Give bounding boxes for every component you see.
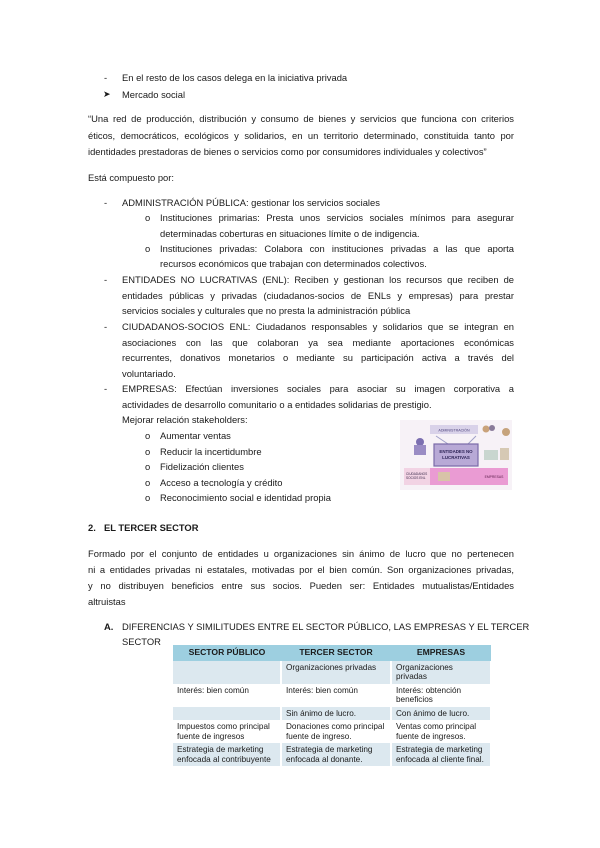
section-para-line: ni a entidades privadas ni estatales, motivadas por el bien común. Son organizaciones privadas,	[88, 564, 514, 575]
sub-line: recursos económicos que trabajan con determinados colectivos.	[160, 258, 427, 269]
component-line: EMPRESAS: Efectúan inversiones sociales para asociar su imagen corporativa a	[122, 383, 514, 394]
component-line: servicios sociales y culturales que no presta la administración pública	[122, 305, 411, 316]
social-market-diagram	[400, 420, 512, 490]
table-cell: Interés: bien común	[281, 684, 391, 707]
diagram-svg	[400, 420, 512, 490]
table-row	[173, 707, 491, 721]
comparison-table	[173, 645, 492, 766]
list-item: En el resto de los casos delega en la iniciativa privada	[122, 72, 348, 83]
section-number: 2.	[88, 522, 96, 533]
table-row	[173, 661, 491, 684]
table-header: SECTOR PÚBLICO	[173, 645, 281, 661]
table-cell: Organizaciones privadas	[391, 661, 491, 684]
table-cell: Estrategia de marketing enfocada al donante.	[281, 743, 391, 766]
circle-marker: o	[145, 477, 151, 488]
table-cell: Interés: bien común	[173, 684, 281, 707]
subsection-letter: A.	[104, 621, 114, 632]
table-cell: Con ánimo de lucro.	[391, 707, 491, 721]
component-title: ADMINISTRACIÓN PÚBLICA: gestionar los servicios sociales	[122, 197, 380, 208]
dash-marker: -	[104, 72, 108, 83]
quote-line: “Una red de producción, distribución y consumo de bienes y servicios que funciona con criterios	[88, 113, 514, 124]
quote-line: éticos, democráticos, ecológicos y solidarios, en un territorio determinado, constituida tanto por	[88, 130, 514, 141]
component-line: recurrentes, donativos monetarios o mediante su participación activa a través del	[122, 352, 514, 363]
table-cell: Estrategia de marketing enfocada al contribuyente	[173, 743, 281, 766]
section-title: EL TERCER SECTOR	[104, 522, 199, 533]
circle-marker: o	[145, 446, 151, 457]
table-cell: Impuestos como principal fuente de ingresos	[173, 720, 281, 743]
benefit-item: Fidelización clientes	[160, 461, 244, 472]
arrow-marker: ➤	[103, 89, 111, 99]
table-cell: Organizaciones privadas	[281, 661, 391, 684]
diagram-empresas-label: EMPRESAS	[484, 475, 504, 479]
diagram-ciudadanos-label-1: CIUDADANOS	[406, 472, 428, 476]
table-cell: Estrategia de marketing enfocada al cliente final.	[391, 743, 491, 766]
component-line: asociaciones con las que colaboran ya sea mediante aportaciones económicas	[122, 337, 514, 348]
dash-marker: -	[104, 197, 108, 208]
dash-marker: -	[104, 321, 108, 332]
circle-marker: o	[145, 461, 151, 472]
quote-line: identidades prestadoras de bienes o servicios como por consumidores individuales y colectivos”	[88, 146, 487, 157]
section-para-line: altruistas	[88, 596, 126, 607]
table-header-row	[173, 645, 491, 661]
circle-marker: o	[145, 430, 151, 441]
benefit-item: Aumentar ventas	[160, 430, 231, 441]
table-cell: Sin ánimo de lucro.	[281, 707, 391, 721]
sub-line: determinadas coberturas en situaciones límite o de indigencia.	[160, 228, 420, 239]
dash-marker: -	[104, 274, 108, 285]
table-row	[173, 684, 491, 707]
component-line: ENTIDADES NO LUCRATIVAS (ENL): Reciben y gestionan los recursos que reciben de	[122, 274, 514, 285]
list-item: Mercado social	[122, 89, 186, 100]
benefit-item: Acceso a tecnología y crédito	[160, 477, 283, 488]
table-cell: Ventas como principal fuente de ingresos.	[391, 720, 491, 743]
composed-intro: Está compuesto por:	[88, 172, 174, 183]
subsection-title: SECTOR	[122, 636, 161, 647]
component-line: entidades públicas y privadas (ciudadanos-socios de ENLs y empresas) para prestar	[122, 290, 514, 301]
circle-marker: o	[145, 492, 151, 503]
table-header: EMPRESAS	[391, 645, 491, 661]
sub-line: Instituciones privadas: Colabora con instituciones privadas a las que aporta	[160, 243, 514, 254]
stakeholders-label: Mejorar relación stakeholders:	[122, 414, 248, 425]
table-row	[173, 720, 491, 743]
diagram-enl-label-2: LUCRATIVAS	[442, 455, 470, 460]
component-line: CIUDADANOS-SOCIOS ENL: Ciudadanos responsables y solidarios que se integran en	[122, 321, 514, 332]
table-row	[173, 743, 491, 766]
benefit-item: Reconocimiento social e identidad propia	[160, 492, 331, 503]
table-header: TERCER SECTOR	[281, 645, 391, 661]
table-cell	[173, 707, 281, 721]
dash-marker: -	[104, 383, 108, 394]
table-cell: Interés: obtención beneficios	[391, 684, 491, 707]
circle-marker: o	[145, 212, 151, 223]
component-line: actividades de desarrollo comunitario o a entidades solidarias de prestigio.	[122, 399, 432, 410]
table-cell	[173, 661, 281, 684]
subsection-title: DIFERENCIAS Y SIMILITUDES ENTRE EL SECTOR PÚBLICO, LAS EMPRESAS Y EL TERCER	[122, 621, 530, 632]
benefit-item: Reducir la incertidumbre	[160, 446, 262, 457]
component-line: voluntariado.	[122, 368, 176, 379]
circle-marker: o	[145, 243, 151, 254]
diagram-ciudadanos-label-2: SOCIOS ENL	[406, 476, 426, 480]
table-cell: Donaciones como principal fuente de ingreso.	[281, 720, 391, 743]
sub-line: Instituciones primarias: Presta unos servicios sociales mínimos para asegurar	[160, 212, 514, 223]
section-para-line: y no distribuyen beneficios entre sus socios. Pueden ser: Entidades mutualistas/Entidades	[88, 580, 514, 591]
diagram-enl-label-1: ENTIDADES NO	[439, 449, 473, 454]
diagram-admin-label: ADMINISTRACIÓN	[438, 428, 470, 433]
section-para-line: Formado por el conjunto de entidades u organizaciones sin ánimo de lucro que no pertenecen	[88, 548, 514, 559]
